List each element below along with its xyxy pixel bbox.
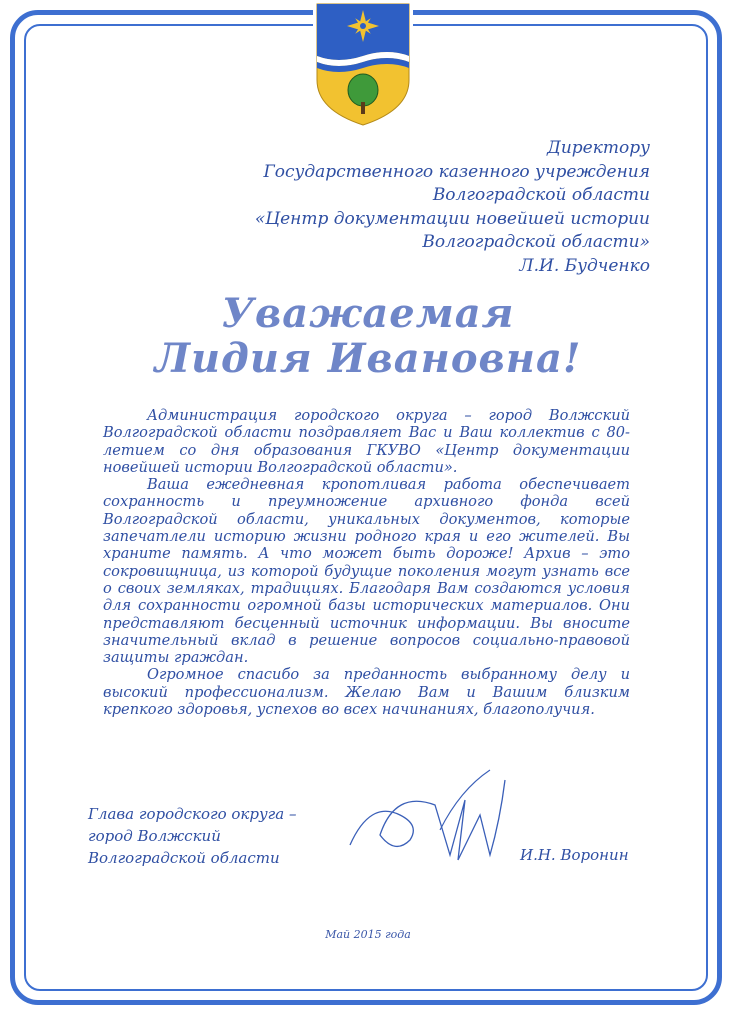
- handwritten-signature: [340, 760, 510, 880]
- signatory-name: И.Н. Воронин: [520, 846, 629, 864]
- signature-icon: [340, 760, 510, 880]
- body-paragraph: Огромное спасибо за преданность выбранному делу и высокий профессионализм. Желаю Вам и Вашим близким крепкого здоровья, успехов во всех начинаниях, благополучия.: [103, 666, 630, 719]
- signatory-title-line: город Волжский: [88, 827, 221, 845]
- signatory-title-line: Волгоградской области: [88, 849, 280, 867]
- greeting-line-1: Уважаемая: [221, 290, 515, 337]
- letter-body: [103, 407, 630, 718]
- addressee-line: Волгоградской области: [432, 185, 650, 205]
- addressee-line: Директору: [547, 138, 650, 158]
- signatory-title-line: Глава городского округа –: [88, 805, 297, 823]
- addressee-line: Л.И. Будченко: [519, 255, 650, 276]
- addressee-line: Государственного казенного учреждения: [263, 161, 650, 182]
- body-paragraph: Администрация городского округа – город Волжский Волгоградской области поздравляет Вас и Ваш коллектив с 80-летием со дня образования ГКУВО «Центр документации новейшей истории Волгоградской области».: [103, 407, 630, 476]
- letter-date: Май 2015 года: [325, 928, 411, 941]
- coat-of-arms-icon: [313, 2, 413, 127]
- signatory-title: [88, 803, 348, 869]
- addressee-line: «Центр документации новейшей истории: [254, 208, 650, 229]
- addressee-line: Волгоградской области»: [422, 232, 650, 252]
- addressee-block: [230, 137, 650, 278]
- city-coat-of-arms: [313, 2, 413, 127]
- greeting-line-2: Лидия Ивановна!: [154, 335, 582, 382]
- body-paragraph: Ваша ежедневная кропотливая работа обеспечивает сохранность и преумножение архивного фонда всей Волгоградской области, уникальных документов, которые запечатлели историю жизни родного края и его жителей. Вы храните память. А что может быть дороже! Архив – это сокровищница, из которой будущие поколения могут узнать все о своих земляках, традициях. Благодаря Вам создаются условия для сохранности огромной базы исторических материалов. Они представляют бесценный источник информации. Вы вносите значительный вклад в решение вопросов социально-правовой защиты граждан.: [103, 476, 630, 667]
